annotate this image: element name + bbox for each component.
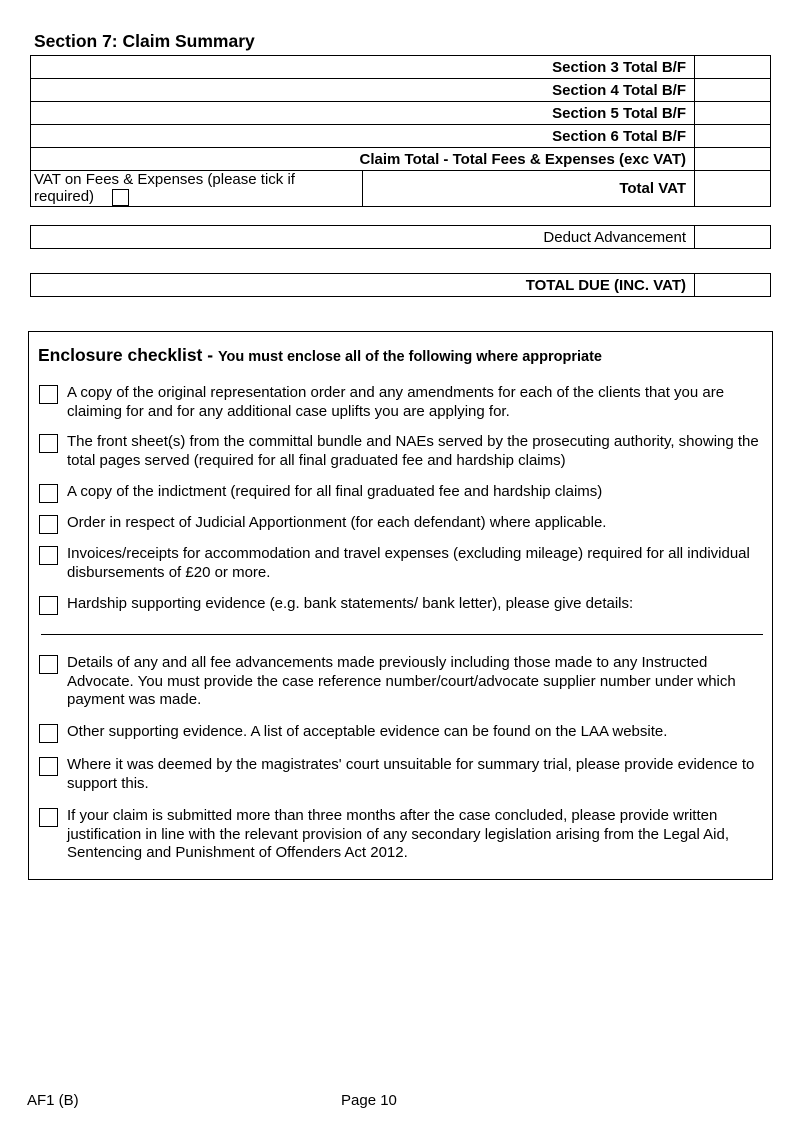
checkbox[interactable] [39, 434, 58, 453]
checklist-item-late-claim [39, 807, 759, 863]
deduct-advancement-label: Deduct Advancement [31, 226, 695, 249]
checklist-heading [38, 345, 602, 366]
section-title: Section 7: Claim Summary [34, 31, 255, 51]
section3-total-field[interactable] [695, 56, 771, 79]
section6-total-field[interactable] [695, 125, 771, 148]
vat-checkbox[interactable] [112, 189, 129, 206]
summary-label: Section 6 Total B/F [31, 125, 695, 148]
checklist-item-text: A copy of the indictment (required for all final graduated fee and hardship claims) [67, 483, 603, 500]
summary-row-section4 [31, 79, 771, 102]
checklist-item-text: A copy of the original representation order and any amendments for each of the clients that you are claiming for and for any additional case uplifts you are applying for. [67, 384, 725, 420]
checkbox[interactable] [39, 596, 58, 615]
checkbox[interactable] [39, 484, 58, 503]
checklist-item-text: Where it was deemed by the magistrates' court unsuitable for summary trial, please provide evidence to support this. [67, 756, 755, 792]
checklist-title: Enclosure checklist - [38, 345, 218, 365]
checklist-item-text: Other supporting evidence. A list of acceptable evidence can be found on the LAA website. [67, 723, 668, 740]
checkbox[interactable] [39, 546, 58, 565]
checklist-item-magistrates-unsuitable [39, 756, 759, 793]
checklist-item-fee-advancements [39, 654, 759, 710]
summary-label: Claim Total - Total Fees & Expenses (exc VAT) [31, 148, 695, 171]
summary-label: Section 5 Total B/F [31, 102, 695, 125]
section4-total-field[interactable] [695, 79, 771, 102]
vat-tick-label: VAT on Fees & Expenses (please tick if required) [34, 171, 295, 205]
total-vat-label: Total VAT [363, 171, 695, 207]
summary-row-claim-total [31, 148, 771, 171]
deduct-advancement-table [30, 225, 771, 249]
checklist-subtitle: You must enclose all of the following where appropriate [217, 349, 602, 365]
checklist-item-text: If your claim is submitted more than three months after the case concluded, please provide written justification in line with the relevant provision of any secondary legislation arising from the Legal Aid, Sentencing and Punishment of Offenders Act 2012. [67, 807, 730, 861]
checklist-item-hardship-evidence [39, 595, 759, 614]
checklist-item-representation-order [39, 384, 759, 421]
checklist-item-front-sheets [39, 433, 759, 470]
summary-row-section5 [31, 102, 771, 125]
checklist-item-text: Details of any and all fee advancements made previously including those made to any Instructed Advocate. You must provide the case reference number/court/advocate supplier number under which payment was made. [67, 654, 736, 708]
checklist-item-invoices [39, 545, 759, 582]
checklist-item-judicial-apportionment [39, 514, 759, 533]
total-vat-field[interactable] [695, 171, 771, 207]
summary-row-section3 [31, 56, 771, 79]
claim-summary-table [30, 55, 771, 207]
total-due-label: TOTAL DUE (INC. VAT) [31, 274, 695, 297]
checklist-item-text: Invoices/receipts for accommodation and travel expenses (excluding mileage) required for all individual disbursements of £20 or more. [67, 545, 750, 581]
checkbox[interactable] [39, 808, 58, 827]
hardship-details-line[interactable] [41, 634, 763, 635]
checkbox[interactable] [39, 724, 58, 743]
enclosure-checklist [28, 331, 773, 880]
checklist-item-indictment [39, 483, 759, 502]
total-due-table [30, 273, 771, 297]
summary-row-vat [31, 171, 771, 207]
section5-total-field[interactable] [695, 102, 771, 125]
page-number: Page 10 [341, 1092, 397, 1109]
checklist-item-text: Order in respect of Judicial Apportionment (for each defendant) where applicable. [67, 514, 607, 531]
summary-label: Section 4 Total B/F [31, 79, 695, 102]
vat-tick-cell [31, 171, 363, 207]
claim-total-field[interactable] [695, 148, 771, 171]
summary-label: Section 3 Total B/F [31, 56, 695, 79]
checklist-item-text: Hardship supporting evidence (e.g. bank statements/ bank letter), please give details: [67, 595, 634, 612]
checkbox[interactable] [39, 385, 58, 404]
checkbox[interactable] [39, 757, 58, 776]
checklist-item-other-evidence [39, 723, 759, 742]
checkbox[interactable] [39, 655, 58, 674]
total-due-field[interactable] [695, 274, 771, 297]
deduct-advancement-field[interactable] [695, 226, 771, 249]
checkbox[interactable] [39, 515, 58, 534]
form-code: AF1 (B) [27, 1092, 79, 1109]
summary-row-section6 [31, 125, 771, 148]
checklist-item-text: The front sheet(s) from the committal bundle and NAEs served by the prosecuting authority, showing the total pages served (required for all final graduated fee and hardship claims) [67, 433, 759, 469]
